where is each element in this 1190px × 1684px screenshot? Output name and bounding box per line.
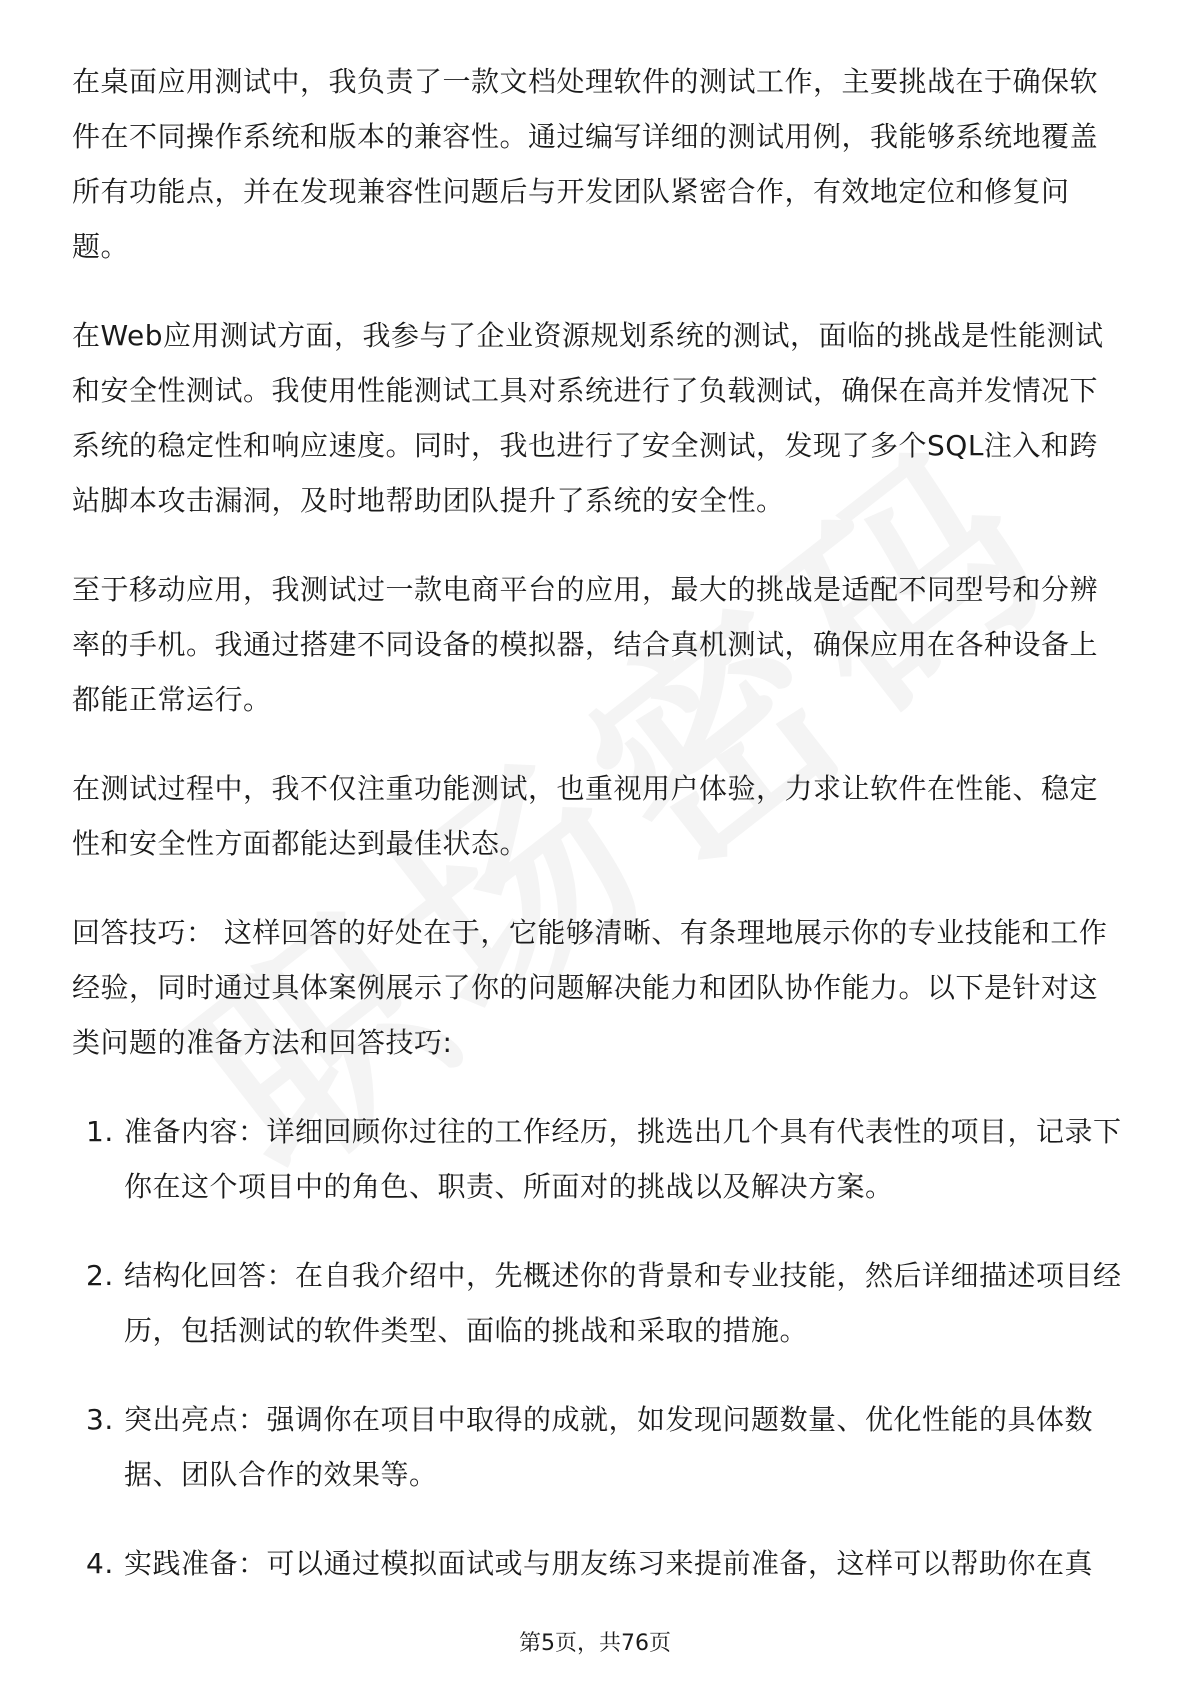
list-item-text: 实践准备：可以通过模拟面试或与朋友练习来提前准备，这样可以帮助你在真 bbox=[124, 1547, 1094, 1580]
list-item-number: 1. bbox=[86, 1115, 114, 1148]
list-item-text: 突出亮点：强调你在项目中取得的成就，如发现问题数量、优化性能的具体数据、团队合作的效果等。 bbox=[124, 1403, 1094, 1491]
paragraph-mobile-testing: 至于移动应用，我测试过一款电商平台的应用，最大的挑战是适配不同型号和分辨率的手机。我通过搭建不同设备的模拟器，结合真机测试，确保应用在各种设备上都能正常运行。 bbox=[72, 573, 1099, 716]
list-item bbox=[72, 1536, 1122, 1591]
page-footer: 第5页，共76页 bbox=[519, 1631, 671, 1656]
paragraph-desktop-testing: 在桌面应用测试中，我负责了一款文档处理软件的测试工作，主要挑战在于确保软件在不同操作系统和版本的兼容性。通过编写详细的测试用例，我能够系统地覆盖所有功能点，并在发现兼容性问题后与开发团队紧密合作，有效地定位和修复问题。 bbox=[72, 65, 1099, 263]
list-item bbox=[72, 1392, 1122, 1502]
list-item bbox=[72, 1248, 1122, 1358]
paragraph-testing-focus: 在测试过程中，我不仅注重功能测试，也重视用户体验，力求让软件在性能、稳定性和安全性方面都能达到最佳状态。 bbox=[72, 772, 1099, 860]
paragraph-answer-tips: 回答技巧： 这样回答的好处在于，它能够清晰、有条理地展示你的专业技能和工作经验，同时通过具体案例展示了你的问题解决能力和团队协作能力。以下是针对这类问题的准备方法和回答技巧: bbox=[72, 916, 1108, 1059]
list-item-number: 4. bbox=[86, 1547, 114, 1580]
list-item-number: 3. bbox=[86, 1403, 114, 1436]
list-item-text: 结构化回答：在自我介绍中，先概述你的背景和专业技能，然后详细描述项目经历，包括测试的软件类型、面临的挑战和采取的措施。 bbox=[124, 1259, 1122, 1347]
list-item-number: 2. bbox=[86, 1259, 114, 1292]
document-body bbox=[72, 54, 1122, 1625]
tips-list bbox=[72, 1104, 1122, 1591]
list-item bbox=[72, 1104, 1122, 1214]
paragraph-web-testing: 在Web应用测试方面，我参与了企业资源规划系统的测试，面临的挑战是性能测试和安全性测试。我使用性能测试工具对系统进行了负载测试，确保在高并发情况下系统的稳定性和响应速度。同时，我也进行了安全测试，发现了多个SQL注入和跨站脚本攻击漏洞，及时地帮助团队提升了系统的安全性。 bbox=[72, 319, 1104, 517]
list-item-text: 准备内容：详细回顾你过往的工作经历，挑选出几个具有代表性的项目，记录下你在这个项目中的角色、职责、所面对的挑战以及解决方案。 bbox=[124, 1115, 1122, 1203]
